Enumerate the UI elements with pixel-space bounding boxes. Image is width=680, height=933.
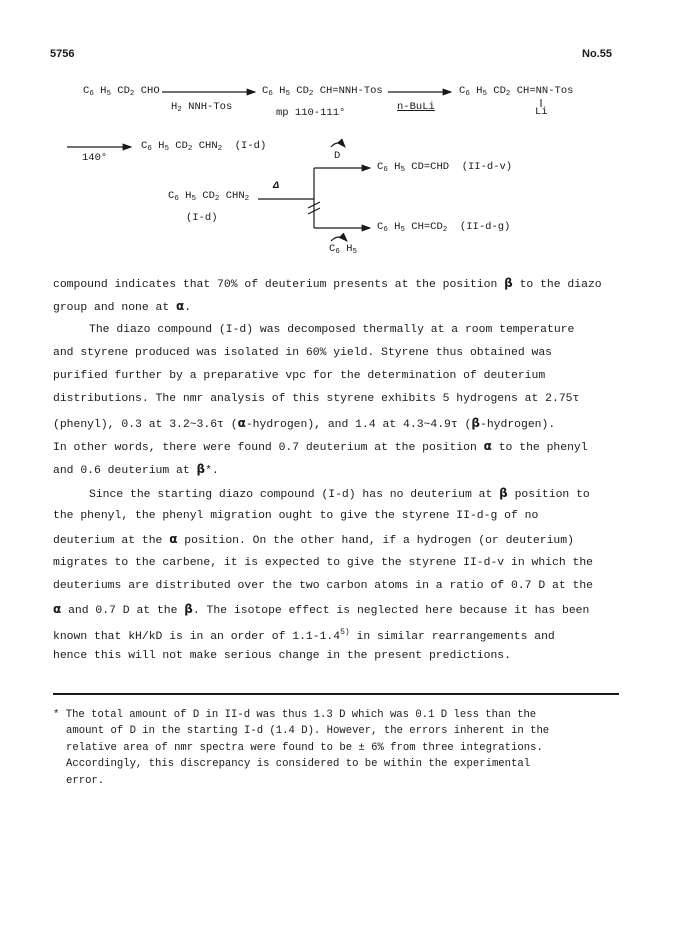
paragraph-2-line-6: In other words, there were found 0.7 deuterium at the position α to the phenyl [53, 439, 588, 455]
lithium-label: Li [535, 106, 548, 118]
paragraph-2-line-7: and 0.6 deuterium at β*. [53, 462, 219, 478]
migrating-deuterium-label: D [334, 150, 341, 162]
paragraph-3-line-7: known that kH/kD is in an order of 1.1-1.4$^{5)}$ in similar rearrangements and [53, 628, 555, 644]
reaction-scheme-graphics [0, 0, 680, 270]
footnote-line-2: amount of D in the starting I-d (1.4 D). However, the errors inherent in the [66, 725, 550, 738]
page-number: 5756 [50, 48, 75, 60]
paragraph-1-line-1: compound indicates that 70% of deuterium presents at the position β to the diazo [53, 276, 602, 291]
footnote-line-3: relative area of nmr spectra were found to be ± 6% from three integrations. [66, 741, 543, 754]
paragraph-3-line-4: migrates to the carbene, it is expected to give the styrene II-d-v in which the [53, 556, 594, 569]
paragraph-2-line-4: distributions. The nmr analysis of this styrene exhibits 5 hydrogens at 2.75τ [53, 393, 580, 406]
delta-heat-symbol: Δ [273, 180, 280, 192]
paragraph-3-line-8: hence this will not make serious change in the present predictions. [53, 649, 511, 662]
reagent-tosylhydrazine: $H_2$ NNH-Tos [171, 101, 233, 114]
reference-5: 5) [340, 628, 350, 638]
issue-number: No.55 [582, 48, 612, 60]
migration-arc-top [331, 143, 345, 147]
diazo-formula: $C_6$ $H_5$ $CD_2$ $CHN_2$ [168, 190, 250, 203]
footnote-line-1: * The total amount of D in II-d was thus 1.3 D which was 0.1 D less than the [53, 709, 537, 721]
reagent-butyllithium: n-BuLi [397, 101, 435, 113]
migration-arc-bottom [331, 237, 347, 241]
paragraph-3-line-2: the phenyl, the phenyl migration ought to give the styrene II-d-g of no [53, 509, 539, 522]
reactant-aldehyde: $C_6$ $H_5$ $CD_2$ CHO [83, 85, 160, 98]
paragraph-3-line-1: Since the starting diazo compound (I-d) has no deuterium at β position to [89, 485, 590, 501]
paragraph-3-line-3: deuterium at the α position. On the other hand, if a hydrogen (or deuterium) [53, 532, 574, 548]
footnote [53, 707, 633, 789]
styrene-product-g: $C_6$ $H_5$ $CH=CD_2$ (II-d-g) [377, 221, 511, 234]
product-lithium-salt: $C_6$ $H_5$ $CD_2$ CH=NN-Tos [459, 85, 574, 98]
paragraph-2-line-5: (phenyl), 0.3 at 3.2~3.6τ (α-hydrogen), and 1.4 at 4.3~4.9τ (β-hydrogen). [53, 415, 556, 431]
migrating-phenyl-label: $C_6$ $H_5$ [329, 243, 357, 256]
diazo-label: (I-d) [186, 212, 218, 224]
footnote-rule [53, 693, 619, 695]
paragraph-3-line-6: α and 0.7 D at the β. The isotope effect is neglected here because it has been [53, 602, 590, 618]
product-tosylhydrazone: $C_6$ $H_5$ $CD_2$ CH=NNH-Tos [262, 85, 383, 98]
styrene-product-v: $C_6$ $H_5$ CD=CHD (II-d-v) [377, 161, 513, 174]
temperature-label: 140° [82, 152, 108, 164]
footnote-marker: * [53, 709, 60, 721]
body-text [53, 272, 633, 668]
footnote-line-5: error. [66, 774, 105, 787]
melting-point: mp 110-111° [276, 107, 346, 119]
product-diazo-compound: $C_6$ $H_5$ $CD_2$ $CHN_2$ (I-d) [141, 140, 267, 153]
paragraph-3-line-5: deuteriums are distributed over the two carbon atoms in a ratio of 0.7 D at the [53, 579, 594, 592]
paragraph-2-line-1: The diazo compound (I-d) was decomposed thermally at a room temperature [89, 323, 575, 336]
footnote-line-4: Accordingly, this discrepancy is considered to be within the experimental [66, 758, 531, 771]
paragraph-2-line-2: and styrene produced was isolated in 60% yield. Styrene thus obtained was [53, 346, 552, 359]
paragraph-1-line-2: group and none at α. [53, 299, 192, 315]
paragraph-2-line-3: purified further by a preparative vpc for the determination of deuterium [53, 370, 546, 383]
